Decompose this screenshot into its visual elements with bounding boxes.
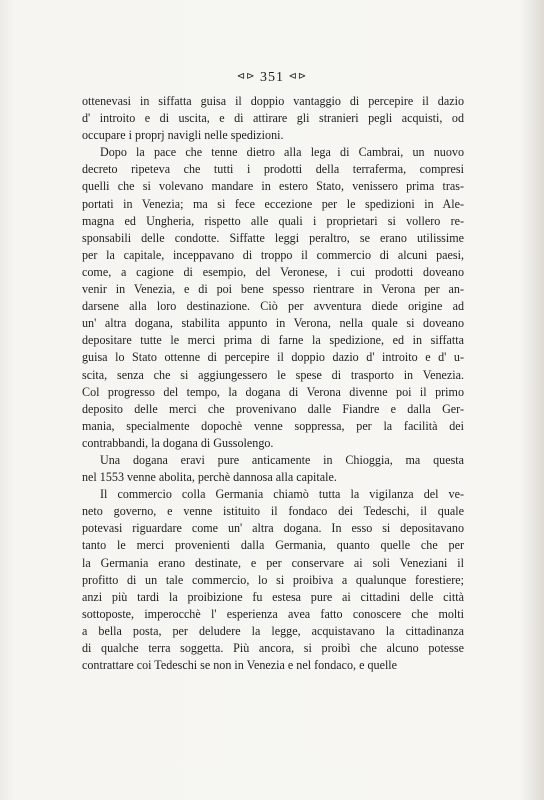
text-line: darsene alla loro destinazione. Ciò per avventura diede origine ad	[82, 299, 464, 314]
text-line: potevasi riguardare come un' altra dogana. In esso si depositavano	[82, 521, 464, 536]
text-line: tanto le merci provenienti dalla Germania, quanto quelle che per	[82, 538, 464, 553]
text-line: contrabbandi, la dogana di Gussolengo.	[82, 435, 274, 450]
paragraph	[82, 144, 464, 452]
text-line: ottenevasi in siffatta guisa il doppio vantaggio di percepire il dazio	[82, 94, 464, 108]
text-line: sponsabili delle condotte. Siffatte leggi peraltro, se erano utilissime	[82, 230, 464, 245]
text-line: portati in Venezia; ma si fece eccezione per le spedizioni in Ale-	[82, 196, 464, 211]
text-line: Col progresso del tempo, la dogana di Verona divenne poi il primo	[82, 384, 464, 399]
page-number: 351	[260, 70, 284, 85]
text-line: Il commercio colla Germania chiamò tutta la vigilanza del ve-	[100, 487, 464, 502]
text-line: come, a cagione di esempio, del Veronese, i cui prodotti doveano	[82, 264, 464, 279]
text-line: anzi più tardi la proibizione fu estesa pure ai cittadini delle città	[82, 589, 464, 604]
text-line: sottoposte, imperocchè l' esperienza avea fatto conoscere che molti	[82, 606, 464, 621]
text-line: contrattare coi Tedeschi se non in Venezia e nel fondaco, e quelle	[82, 658, 398, 673]
paragraph	[82, 452, 464, 486]
text-line: Una dogana eravi pure anticamente in Chioggia, ma questa	[100, 452, 464, 467]
text-line: un' altra dogana, stabilita appunto in Verona, nella quale si doveano	[82, 316, 464, 331]
paragraph	[82, 93, 464, 144]
text-line: depositare tutte le merci prima di farne la spedizione, ed in siffatta	[82, 333, 464, 348]
text-line: per la capitale, inceppavano di troppo il commercio di alcuni paesi,	[82, 247, 464, 262]
text-line: deposito delle merci che provenivano dalle Fiandre e dalla Ger-	[82, 401, 464, 416]
text-line: la Germania erano destinate, e per conservare ai soli Veneziani il	[82, 555, 464, 570]
text-line: guisa lo Stato ottenne di percepire il doppio dazio d' introito e d' u-	[82, 350, 464, 365]
text-line: mania, specialmente dopochè venne soppressa, per la facilità dei	[82, 418, 464, 433]
page-header	[0, 70, 544, 86]
text-line: Dopo la pace che tenne dietro alla lega di Cambrai, un nuovo	[100, 145, 464, 160]
text-line: profitto di un tale commercio, lo si proibiva a qualunque forestiere;	[82, 572, 464, 587]
text-line: nel 1553 venne abolita, perchè dannosa alla capitale.	[82, 470, 337, 485]
text-line: scita, senza che si aggiungessero le spese di trasporto in Venezia.	[82, 367, 464, 382]
text-line: d' introito e di uscita, e di attirare gli stranieri pegli acquisti, od	[82, 111, 464, 126]
text-line: decreto ripeteva che tutti i prodotti della terraferma, compresi	[82, 162, 464, 177]
text-line: venir in Venezia, e di poi bene spesso rientrare in Verona per an-	[82, 282, 464, 297]
left-ornament-icon: ⊲⊳	[236, 71, 256, 82]
text-body	[82, 93, 464, 674]
text-line: quelli che si volevano mandare in estero Stato, venissero prima tras-	[82, 179, 464, 194]
text-line: neto governo, e venne istituito il fondaco dei Tedeschi, il quale	[82, 504, 464, 519]
text-line: occupare i proprj navigli nelle spedizioni.	[82, 128, 284, 143]
text-line: a bella posta, per deludere la legge, acquistavano la cittadinanza	[82, 623, 464, 638]
text-line: magna ed Ungheria, rispetto alle quali i proprietari si vollero re-	[82, 213, 464, 228]
text-line: di qualche terra soggetta. Più ancora, si proibì che alcuno potesse	[82, 641, 464, 655]
paragraph	[82, 486, 464, 674]
right-ornament-icon: ⊲⊳	[288, 71, 308, 82]
